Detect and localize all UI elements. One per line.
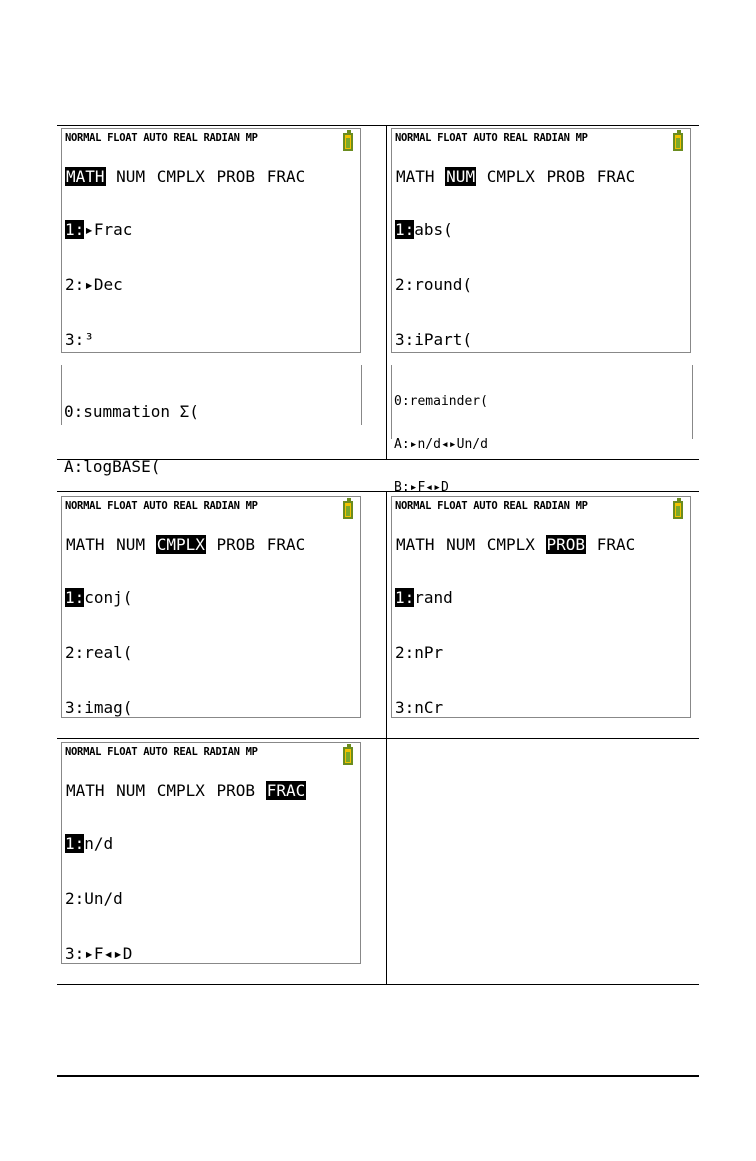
tab-frac[interactable]: FRAC: [266, 781, 306, 800]
tab-prob[interactable]: PROB: [216, 781, 256, 800]
menu-item[interactable]: 3:nCr: [395, 697, 444, 717]
menu-item[interactable]: 2:Un/d: [65, 889, 123, 909]
battery-icon: [673, 133, 683, 151]
menu-tabs: [65, 167, 306, 186]
table-rule-bottom-2: [57, 984, 699, 985]
menu-item[interactable]: 3:³: [65, 329, 94, 349]
tab-prob[interactable]: PROB: [216, 167, 256, 186]
screen-math-continued: [61, 365, 362, 477]
tab-cmplx[interactable]: CMPLX: [156, 535, 205, 554]
tab-math[interactable]: MATH: [396, 535, 435, 554]
menu-item[interactable]: 1:abs(: [395, 220, 453, 240]
tab-prob[interactable]: PROB: [546, 167, 586, 186]
menu-tabs: [395, 167, 636, 186]
menu-tabs: [65, 781, 306, 800]
screen-frac: [61, 742, 361, 964]
menu-item[interactable]: 2:round(: [395, 275, 473, 295]
screen-num-continued: [391, 365, 693, 495]
menu-item[interactable]: A:logBASE(: [64, 457, 161, 477]
screen-num: [391, 128, 691, 353]
tab-num[interactable]: NUM: [116, 781, 146, 800]
battery-icon: [343, 133, 353, 151]
tab-num[interactable]: NUM: [116, 167, 146, 186]
battery-icon: [673, 501, 683, 519]
tab-num[interactable]: NUM: [116, 535, 146, 554]
menu-item[interactable]: 2:▸Dec: [65, 275, 123, 295]
menu-items: [65, 185, 152, 353]
table-rule-mid-2: [57, 738, 699, 739]
menu-item[interactable]: 1:n/d: [65, 834, 114, 854]
screen-prob: [391, 496, 691, 718]
menu-item[interactable]: 0:remainder(: [394, 394, 488, 410]
menu-item[interactable]: B:▸F◂▸D: [394, 479, 449, 495]
tab-frac[interactable]: FRAC: [266, 167, 306, 186]
status-bar: NORMAL FLOAT AUTO REAL RADIAN MP: [65, 500, 258, 512]
tab-num[interactable]: NUM: [446, 535, 476, 554]
screen-cmplx: [61, 496, 361, 718]
battery-icon: [343, 501, 353, 519]
battery-icon: [343, 747, 353, 765]
tab-frac[interactable]: FRAC: [266, 535, 306, 554]
status-bar: NORMAL FLOAT AUTO REAL RADIAN MP: [395, 132, 588, 144]
tab-cmplx[interactable]: CMPLX: [486, 167, 535, 186]
menu-items: [65, 553, 142, 718]
tab-cmplx[interactable]: CMPLX: [156, 781, 205, 800]
page-footer-rule: [57, 1075, 699, 1077]
tab-frac[interactable]: FRAC: [596, 167, 636, 186]
menu-item[interactable]: 3:imag(: [65, 697, 133, 717]
tab-math[interactable]: MATH: [66, 167, 105, 186]
tab-cmplx[interactable]: CMPLX: [156, 167, 205, 186]
menu-items: [395, 185, 472, 353]
table-divider-2: [386, 491, 387, 984]
table-divider-1: [386, 125, 387, 459]
status-bar: NORMAL FLOAT AUTO REAL RADIAN MP: [65, 132, 258, 144]
menu-item[interactable]: 3:iPart(: [395, 329, 473, 349]
menu-item[interactable]: 3:▸F◂▸D: [65, 943, 133, 963]
menu-tabs: [395, 535, 636, 554]
tab-prob[interactable]: PROB: [546, 535, 586, 554]
status-bar: NORMAL FLOAT AUTO REAL RADIAN MP: [65, 746, 258, 758]
status-bar: NORMAL FLOAT AUTO REAL RADIAN MP: [395, 500, 588, 512]
table-rule-top-1: [57, 125, 699, 126]
menu-item[interactable]: 1:conj(: [65, 588, 133, 608]
tab-math[interactable]: MATH: [66, 781, 105, 800]
menu-item[interactable]: 0:summation Σ(: [64, 402, 199, 422]
menu-item[interactable]: 2:real(: [65, 643, 133, 663]
tab-prob[interactable]: PROB: [216, 535, 256, 554]
tab-cmplx[interactable]: CMPLX: [486, 535, 535, 554]
screen-math: [61, 128, 361, 353]
menu-item[interactable]: 1:rand: [395, 588, 453, 608]
menu-item[interactable]: 1:▸Frac: [65, 220, 133, 240]
menu-tabs: [65, 535, 306, 554]
menu-item[interactable]: A:▸n/d◂▸Un/d: [394, 437, 488, 453]
menu-items: [395, 553, 540, 718]
tab-frac[interactable]: FRAC: [596, 535, 636, 554]
menu-items: [65, 799, 181, 964]
menu-item[interactable]: 2:nPr: [395, 643, 444, 663]
tab-math[interactable]: MATH: [396, 167, 435, 186]
tab-num[interactable]: NUM: [446, 167, 476, 186]
tab-math[interactable]: MATH: [66, 535, 105, 554]
